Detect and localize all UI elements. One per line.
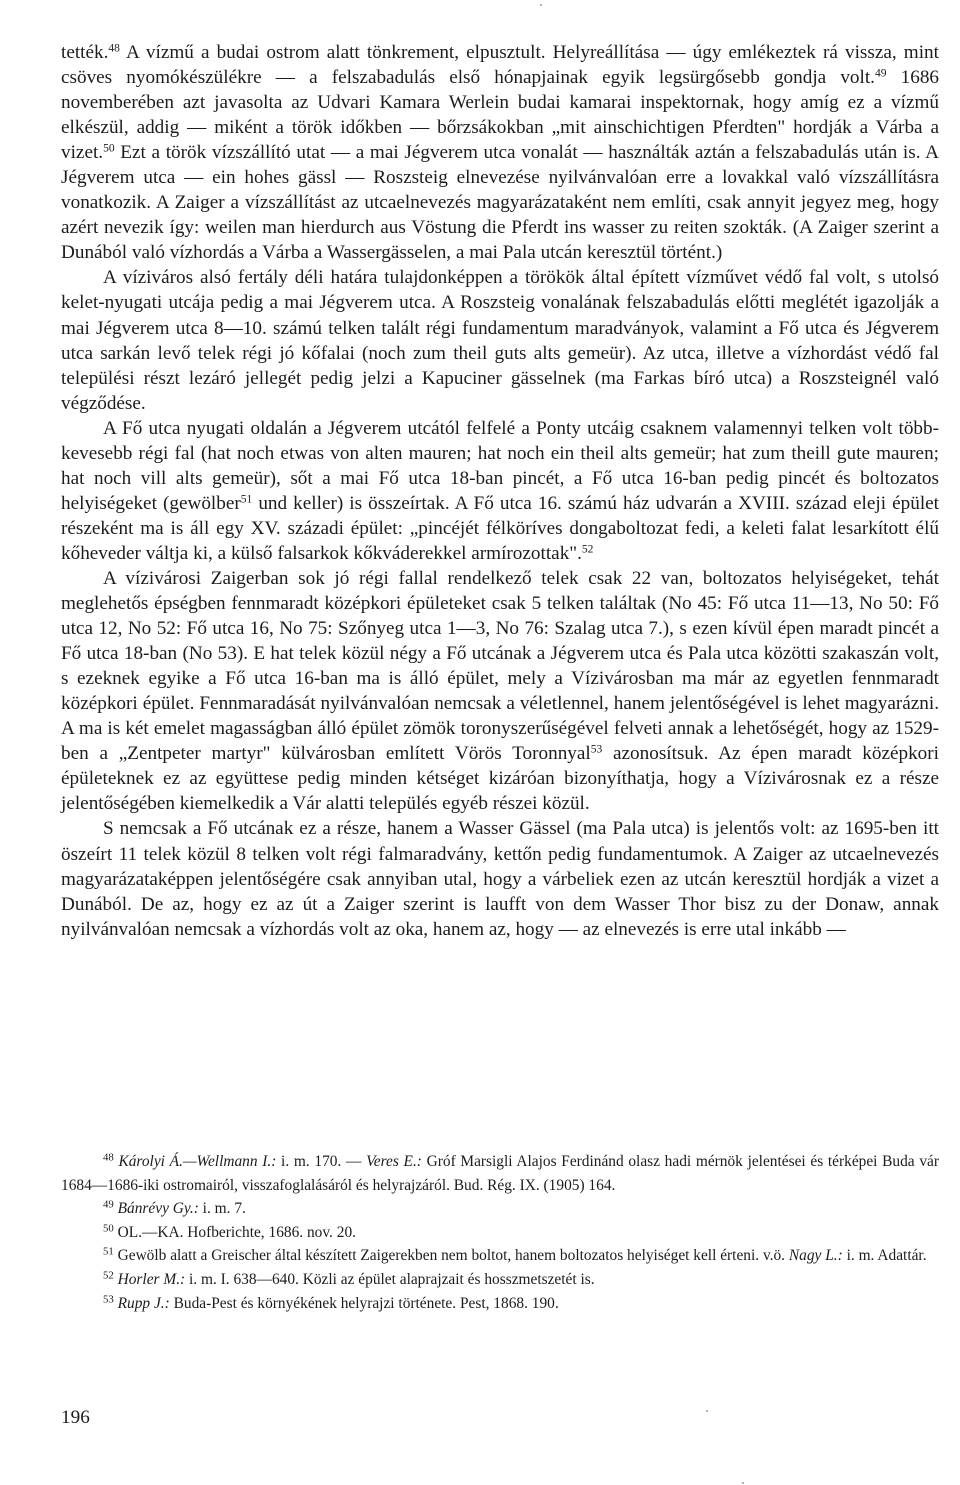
footnote-reference: 48	[108, 42, 120, 55]
text-run: S nemcsak a Fő utcának ez a része, hanem a Wasser Gässel (ma Pala utca) is jelentős volt: az 1695-ben itt öszeírt 11 telek közül 8 telken volt régi falmaradvány, kettőn pedig fundamentumok. A Zaiger az utcaelnevezés magyarázataképpen jelentőségére csak annyiban utal, hogy a várbeliek ezen az utcán keresztül hordják a vizet a Dunából. De az, hogy ez az út a Zaiger szerint is laufft von dem Wasser Thor bisz zu der Donaw, annak nyilvánvalóan nemcsak a vízhordás volt az oka, hanem az, hogy — az elnevezés is erre utal inkább —	[61, 818, 939, 940]
body-paragraph	[61, 816, 939, 941]
text-run: Gewölb alatt a Greischer által készített Zaigerekben nem boltot, hanem boltozatos helyiséget kell érteni. v.ö.	[117, 1247, 789, 1265]
page-number: 196	[61, 1407, 90, 1428]
body-paragraph	[61, 40, 939, 265]
text-run: A Fő utca nyugati oldalán a Jégverem utcától felfelé a Ponty utcáig csaknem valamennyi telken volt több-kevesebb régi fal (hat noch etwas von alten mauren; hat noch ein theil alts gemeür; hat zum theill gute mauren; hat noch vill alts gemeür), sőt a mai Fő utca 18-ban pincét, a Fő utca 16-ban pedig pincét és boltozatos helyiségeket (gewölber	[61, 417, 939, 514]
body-paragraph	[61, 265, 939, 415]
text-run: tették.	[61, 42, 109, 63]
italic-author-name: Bánrévy Gy.:	[117, 1200, 199, 1218]
scan-speck	[540, 4, 542, 6]
italic-author-name: Horler M.:	[117, 1270, 186, 1288]
text-run: A vízmű a budai ostrom alatt tönkrement, elpusztult. Helyreállítása — úgy emlékeztek rá vissza, mint csöves nyomókészülékre — a felszabadulás első hónapjainak egyik legsürgősebb gondja volt.	[61, 42, 939, 89]
italic-author-name: Nagy L.:	[788, 1247, 843, 1265]
text-run: A víziváros alsó fertály déli határa tulajdonképpen a törökök által épített vízművet védő fal volt, s utolsó kelet-nyugati utcája pedig a mai Jégverem utca. A Roszsteig vonalának felszabadulás előtti meglétét igazolják a mai Jégverem utca 8—10. számú telken talált régi fundamentum maradványok, valamint a Fő utca és Jégverem utca sarkán levő telek régi jó kőfalai (noch zum theil guts alts gemeür). Az utca, illetve a vízhordást védő fal települési részt lezáró jellegét pedig jelzi a Kapuciner gässelnek (ma Farkas bíró utca) a Roszsteignél való végződése.	[61, 267, 939, 414]
text-run: i. m. 7.	[198, 1200, 246, 1218]
text-run: Gróf Marsigli Alajos Ferdinánd olasz hadi mérnök jelentései és térképei Buda vár 1684—1686-iki ostromairól, visszafoglalásáról és helyrajzáról. Bud. Rég. IX. (1905) 164.	[61, 1153, 939, 1194]
footnote-reference: 51	[240, 493, 253, 506]
footnote-number: 53	[103, 1293, 114, 1306]
footnotes-section	[61, 1150, 939, 1315]
footnote-50	[61, 1221, 939, 1245]
main-text	[61, 40, 939, 942]
footnote-53	[61, 1292, 939, 1316]
body-paragraph	[61, 416, 939, 566]
italic-author-name: Károlyi Á.—Wellmann I.:	[118, 1153, 277, 1170]
text-run: i. m. I. 638—640. Közli az épület alaprajzait és hosszmetszetét is.	[185, 1270, 595, 1288]
footnote-number: 49	[103, 1198, 114, 1211]
italic-author-name: Rupp J.:	[117, 1294, 170, 1312]
text-run: Ezt a török vízszállító utat — a mai Jégverem utca vonalát — használták aztán a felszabadulás után is. A Jégverem utca — ein hohes gässl — Roszsteig elnevezése nyilvánvalóan erre a lovakkal való vízszállításra vonatkozik. A Zaiger a vízszállítást az utcaelnevezés magyarázataként nem említi, csak annyit jegyez meg, hogy azért nevezik így: weilen man hierdurch aus Vöstung die Pferdt ins wasser zu reiten szokták. (A Zaiger szerint a Dunából való vízhordás a Várba a Wassergässelen, a mai Pala utcán keresztül történt.)	[61, 142, 939, 264]
footnote-number: 52	[103, 1269, 114, 1282]
footnote-reference: 52	[581, 543, 594, 556]
footnote-49	[61, 1197, 939, 1221]
text-run: i. m. 170. —	[276, 1153, 367, 1170]
footnote-number: 50	[103, 1222, 114, 1235]
text-run: A vízivárosi Zaigerban sok jó régi fallal rendelkező telek csak 22 van, boltozatos helyiségeket, tehát meglehetős épségben fennmaradt középkori épületeket csak 5 telken találtak (No 45: Fő utca 11—13, No 50: Fő utca 12, No 52: Fő utca 16, No 75: Szőnyeg utca 1—3, No 76: Szalag utca 7.), s ezen kívül épen maradt pincét a Fő utca 18-ban (No 53). E hat telek közül négy a Fő utcának a Jégverem utca és Pala utca közötti szakaszán volt, s ezeknek egyike a Fő utca 16-ban ma is álló épület, mely a Vízivárosban ma már az egyetlen fennmaradt középkori épület. Fennmaradását nyilvánvalóan nemcsak a véletlennel, hanem jelentőségével is lehet magyarázni. A ma is két emelet magasságban álló épület zömök toronyszerűségével felveti annak a lehetőségét, hogy az 1529-ben a „Zentpeter martyr" külvárosban említett Vörös Toronnyal	[61, 567, 939, 765]
footnote-52	[61, 1268, 939, 1292]
footnote-reference: 49	[874, 67, 887, 80]
text-run: 1686 novemberében azt javasolta az Udvari Kamara Werlein budai kamarai inspektornak, hogy amíg ez a vízmű elkészül, addig — miként a török időkben — bőrzsákokban „mit ainschichtigen Pferdten" hordják a Várba a vizet.	[61, 67, 940, 164]
scan-speck	[742, 1482, 744, 1484]
footnote-reference: 50	[103, 142, 115, 155]
scan-speck	[706, 1410, 708, 1412]
footnote-48	[61, 1150, 939, 1197]
text-run: OL.—KA. Hofberichte, 1686. nov. 20.	[117, 1223, 356, 1241]
text-run: und keller) is összeírtak. A Fő utca 16. számú ház udvarán a XVIII. század eleji épület részeként ma is áll egy XV. századi épület: „pincéjét félköríves dongaboltozat fedi, a keleti falat lesarkított élű kőheveder váltja ki, a külső falsarkok kőkváderekkel armírozottak".	[61, 492, 940, 564]
text-run: azonosítsuk. Az épen maradt középkori épületeknek ez az együttese pedig minden kétséget kizáróan bizonyíthatja, hogy a Vízivárosnak ez a része jelentőségében kiemelkedik a Vár alatti település egyéb részei közül.	[61, 743, 939, 815]
text-run: i. m. Adattár.	[842, 1247, 927, 1265]
footnote-number: 51	[103, 1246, 114, 1258]
body-paragraph	[61, 566, 939, 816]
footnote-number: 48	[103, 1151, 114, 1164]
italic-author-name: Veres E.:	[366, 1153, 422, 1170]
text-run: Buda-Pest és környékének helyrajzi története. Pest, 1868. 190.	[169, 1294, 559, 1312]
footnote-reference: 53	[590, 743, 603, 756]
footnote-51	[61, 1244, 939, 1268]
